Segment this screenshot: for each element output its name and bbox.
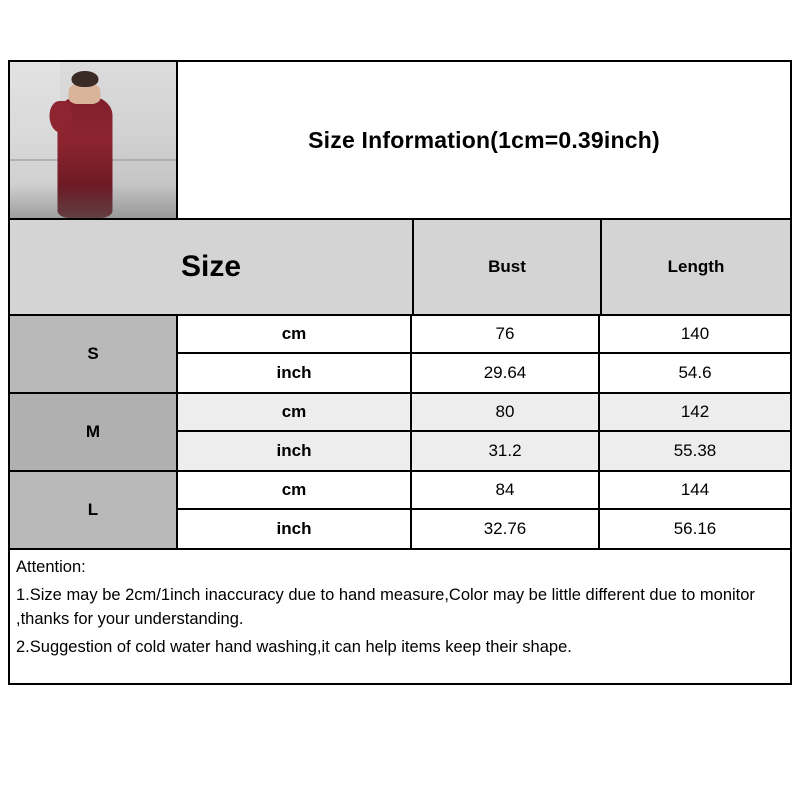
unit-label-cm: cm [178, 472, 412, 508]
product-photo-cell [10, 62, 178, 218]
unit-label-inch: inch [178, 354, 412, 392]
photo-floor-shadow [10, 184, 176, 218]
page-title: Size Information(1cm=0.39inch) [308, 126, 660, 153]
length-value-cm: 140 [680, 324, 710, 343]
attention-block [10, 550, 790, 679]
unit-row-inch [178, 432, 790, 470]
chart-title-cell [178, 62, 790, 218]
size-label-l: L [10, 472, 178, 548]
size-label-m: M [10, 394, 178, 470]
unit-label-inch: inch [178, 432, 412, 470]
bust-value-inch: 32.76 [412, 510, 600, 548]
unit-row-cm [178, 472, 790, 510]
chart-header-row [10, 62, 790, 220]
length-value-inch: 54.6 [678, 363, 712, 382]
model-hair-shape [72, 71, 98, 87]
column-header-row [10, 220, 790, 316]
dress-sleeve-shape [50, 101, 72, 133]
bust-value-cm: 76 [412, 316, 600, 352]
size-chart-table [8, 60, 792, 685]
unit-row-cm [178, 394, 790, 432]
attention-line-1: 1.Size may be 2cm/1inch inaccuracy due to hand measure,Color may be little different due to monitor ,thanks for your understanding. [16, 585, 755, 628]
table-row [10, 472, 790, 550]
bust-value-inch: 29.64 [412, 354, 600, 392]
attention-line-2: 2.Suggestion of cold water hand washing,it can help items keep their shape. [16, 637, 572, 656]
length-value-cm: 144 [680, 480, 710, 499]
unit-label-cm: cm [178, 394, 412, 430]
length-value-inch: 55.38 [673, 441, 717, 460]
length-value-inch: 56.16 [673, 519, 717, 538]
length-value-cm: 142 [680, 402, 710, 421]
column-header-bust: Bust [414, 220, 602, 314]
table-row [10, 316, 790, 394]
size-s-values [178, 316, 790, 392]
unit-row-inch [178, 354, 790, 392]
size-m-values [178, 394, 790, 470]
attention-heading: Attention: [16, 558, 86, 576]
bust-value-cm: 80 [412, 394, 600, 430]
model-photo [10, 62, 176, 218]
bust-value-inch: 31.2 [412, 432, 600, 470]
unit-label-inch: inch [178, 510, 412, 548]
size-l-values [178, 472, 790, 548]
bust-value-cm: 84 [412, 472, 600, 508]
table-row [10, 394, 790, 472]
unit-row-inch [178, 510, 790, 548]
size-label-s: S [10, 316, 178, 392]
unit-label-cm: cm [178, 316, 412, 352]
column-header-length: Length [667, 257, 725, 276]
unit-row-cm [178, 316, 790, 354]
column-header-size: Size [10, 220, 414, 314]
